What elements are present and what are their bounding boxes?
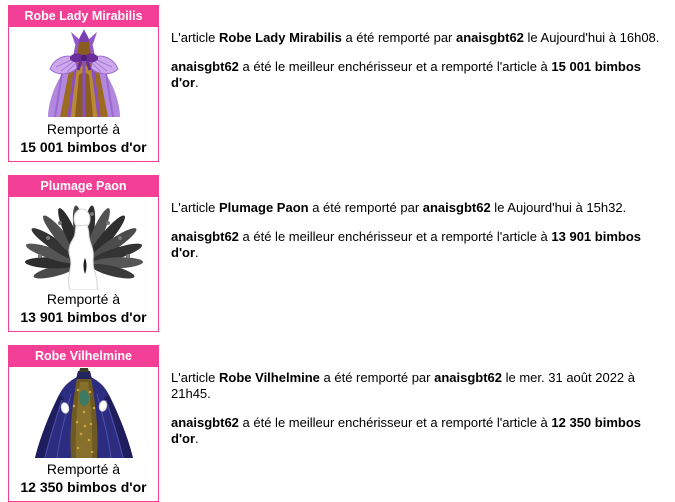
won-at-label: Remporté à <box>46 291 121 307</box>
auction-result-line-1: L'article Plumage Paon a été remporté par anaisgbt62 le Aujourd'hui à 15h32. <box>171 200 627 215</box>
peacock-plumage-silhouette-image <box>9 197 158 290</box>
auction-description <box>171 5 667 104</box>
item-title: Robe Vilhelmine <box>9 346 158 367</box>
winner-name: anaisgbt62 <box>422 200 491 215</box>
win-amount: 15 001 bimbos d'or <box>171 59 641 90</box>
winner-name: anaisgbt62 <box>171 59 239 74</box>
won-price-block <box>9 120 158 161</box>
auction-result-line-2: anaisgbt62 a été le meilleur enchérisseur et a remporté l'article à 15 001 bimbos d'or. <box>171 59 641 90</box>
winner-name: anaisgbt62 <box>171 229 239 244</box>
win-amount: 13 901 bimbos d'or <box>171 229 641 260</box>
item-name: Robe Vilhelmine <box>219 370 320 385</box>
auction-result-line-1: L'article Robe Lady Mirabilis a été remporté par anaisgbt62 le Aujourd'hui à 16h08. <box>171 30 660 45</box>
auction-description <box>171 175 667 274</box>
item-name: Plumage Paon <box>219 200 309 215</box>
auction-row <box>8 175 667 332</box>
purple-victorian-gown-image <box>9 27 158 120</box>
blue-gold-gown-cape-image <box>9 367 158 460</box>
winner-name: anaisgbt62 <box>456 30 524 45</box>
auction-description <box>171 345 667 460</box>
won-amount: 15 001 bimbos d'or <box>20 139 147 155</box>
won-price-block <box>9 460 158 501</box>
item-title: Robe Lady Mirabilis <box>9 6 158 27</box>
auction-item-card <box>8 345 159 502</box>
won-at-label: Remporté à <box>46 121 121 137</box>
winner-name: anaisgbt62 <box>434 370 503 385</box>
winner-name: anaisgbt62 <box>171 415 239 430</box>
won-at-label: Remporté à <box>46 461 121 477</box>
auction-item-card <box>8 175 159 332</box>
auction-result-line-1: L'article Robe Vilhelmine a été remporté par anaisgbt62 le mer. 31 août 2022 à 21h45. <box>171 370 635 401</box>
auction-item-card <box>8 5 159 162</box>
item-name: Robe Lady Mirabilis <box>219 30 342 45</box>
win-amount: 12 350 bimbos d'or <box>171 415 641 446</box>
item-title: Plumage Paon <box>9 176 158 197</box>
won-amount: 13 901 bimbos d'or <box>20 309 147 325</box>
auction-row <box>8 5 667 162</box>
won-price-block <box>9 290 158 331</box>
auction-row <box>8 345 667 502</box>
won-amount: 12 350 bimbos d'or <box>20 479 147 495</box>
auction-result-line-2: anaisgbt62 a été le meilleur enchérisseur et a remporté l'article à 13 901 bimbos d'or. <box>171 229 641 260</box>
auction-result-line-2: anaisgbt62 a été le meilleur enchérisseur et a remporté l'article à 12 350 bimbos d'or. <box>171 415 641 446</box>
